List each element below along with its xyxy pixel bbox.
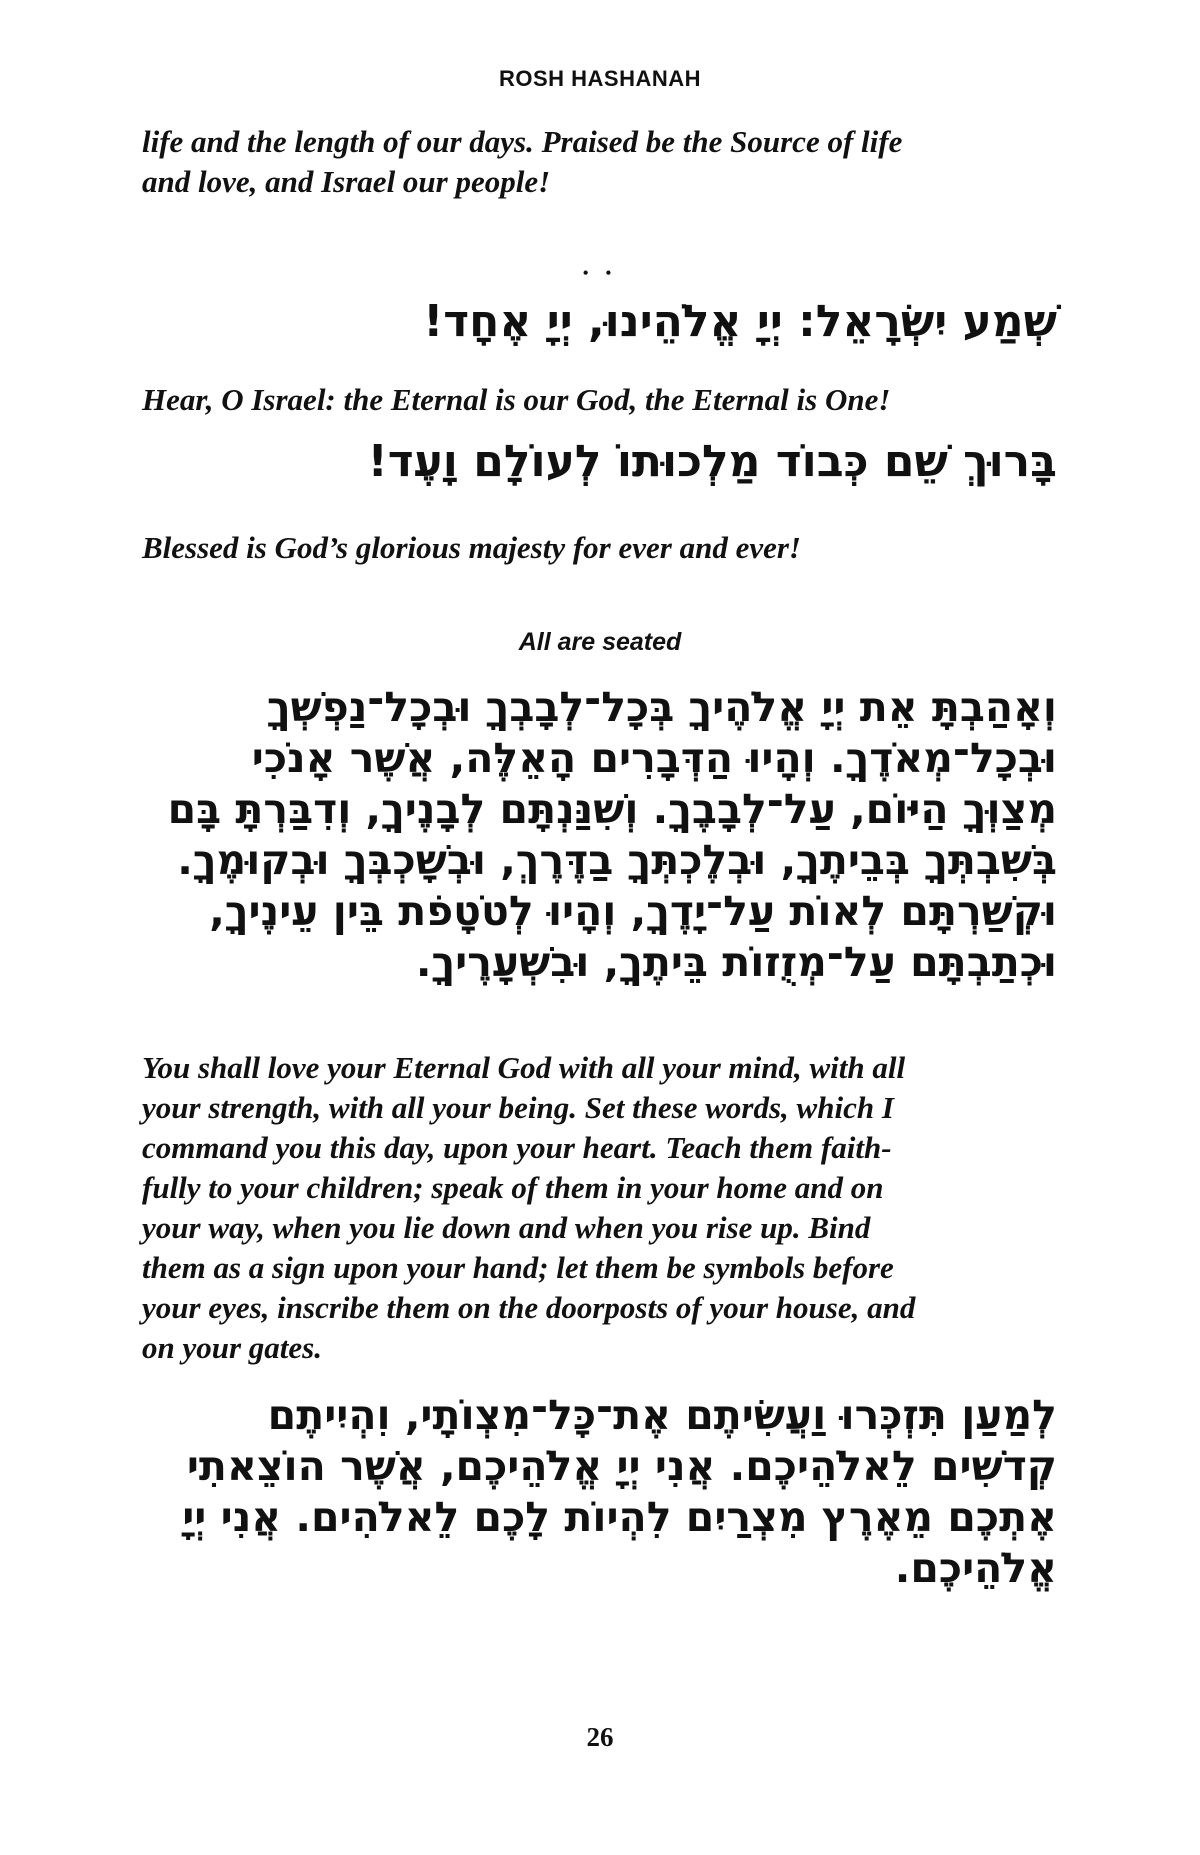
opening-passage (142, 122, 902, 202)
lemaan-hebrew-line: לְמַעַן תִּזְכְּרוּ וַעֲשִׂיתֶם אֶת־כָּל־מִצְוֹתָי, וִהְיִיתֶם (267, 1391, 1057, 1439)
baruch-shem-hebrew: בָּרוּךְ שֵׁם כְּבוֹד מַלְכוּתוֹ לְעוֹלָם וָעֶד! (367, 436, 1057, 487)
veahavta-english-line: your way, when you lie down and when you rise up. Bind (142, 1210, 871, 1245)
lemaan-hebrew-line: אֱלֹהֵיכֶם. (894, 1544, 1057, 1592)
page-number: 26 (586, 1722, 614, 1752)
veahavta-hebrew-line: מְצַוְּךָ הַיּוֹם, עַל־לְבָבֶךָ. וְשִׁנַּנְתָּם לְבָנֶיךָ, וְדִבַּרְתָּ בָּם (167, 785, 1057, 833)
shema-english: Hear, O Israel: the Eternal is our God, the Eternal is One! (142, 382, 891, 417)
veahavta-english-line: command you this day, upon your heart. Teach them faith- (142, 1130, 892, 1165)
veahavta-hebrew (168, 682, 1057, 988)
veahavta-hebrew-line: בְּשִׁבְתְּךָ בְּבֵיתֶךָ, וּבְלֶכְתְּךָ בַדֶּרֶךְ, וּבְשָׁכְבְּךָ וּבְקוּמֶךָ. (177, 836, 1057, 884)
veahavta-english-line: You shall love your Eternal God with all your mind, with all (142, 1050, 906, 1085)
veahavta-english-line: fully to your children; speak of them in your home and on (142, 1170, 884, 1205)
veahavta-english (142, 1048, 915, 1368)
lemaan-hebrew-line: אֶתְכֶם מֵאֶרֶץ מִצְרַיִם לִהְיוֹת לָכֶם לֵאלֹהִים. אֲנִי יְיָ (182, 1493, 1057, 1541)
veahavta-hebrew-line: וּקְשַׁרְתָּם לְאוֹת עַל־יָדֶךָ, וְהָיוּ לְטֹטָפֹת בֵּין עֵינֶיךָ, (209, 887, 1057, 935)
opening-line: and love, and Israel our people! (142, 164, 551, 199)
running-head: ROSH HASHANAH (498, 66, 702, 91)
lemaan-hebrew (182, 1390, 1057, 1594)
veahavta-hebrew-line: וְאָהַבְתָּ אֵת יְיָ אֱלֹהֶיךָ בְּכָל־לְבָבְךָ וּבְכָל־נַפְשְׁךָ (266, 683, 1057, 731)
veahavta-hebrew-line: וּבְכָל־מְאֹדֶךָ. וְהָיוּ הַדְּבָרִים הָאֵלֶּה, אֲשֶׁר אָנֹכִי (251, 734, 1057, 782)
lemaan-hebrew-line: קְדֹשִׁים לֵאלֹהֵיכֶם. אֲנִי יְיָ אֱלֹהֵיכֶם, אֲשֶׁר הוֹצֵאתִי (186, 1442, 1057, 1490)
opening-line: life and the length of our days. Praised be the Source of life (142, 124, 903, 159)
rubric-instruction: All are seated (518, 628, 682, 656)
veahavta-hebrew-line: וּכְתַבְתָּם עַל־מְזֻזוֹת בֵּיתֶךָ, וּבִשְׁעָרֶיךָ. (415, 938, 1057, 986)
veahavta-english-line: your eyes, inscribe them on the doorposts of your house, and (142, 1290, 916, 1325)
veahavta-english-line: your strength, with all your being. Set these words, which I (142, 1090, 894, 1125)
ornament-dots: • • (582, 263, 618, 283)
veahavta-english-line: them as a sign upon your hand; let them be symbols before (142, 1250, 894, 1285)
shema-hebrew: שְׁמַע יִשְׂרָאֵל: יְיָ אֱלֹהֵינוּ, יְיָ אֶחָד! (423, 296, 1057, 347)
veahavta-english-line: on your gates. (142, 1330, 322, 1365)
baruch-shem-english: Blessed is God’s glorious majesty for ever and ever! (142, 530, 801, 565)
